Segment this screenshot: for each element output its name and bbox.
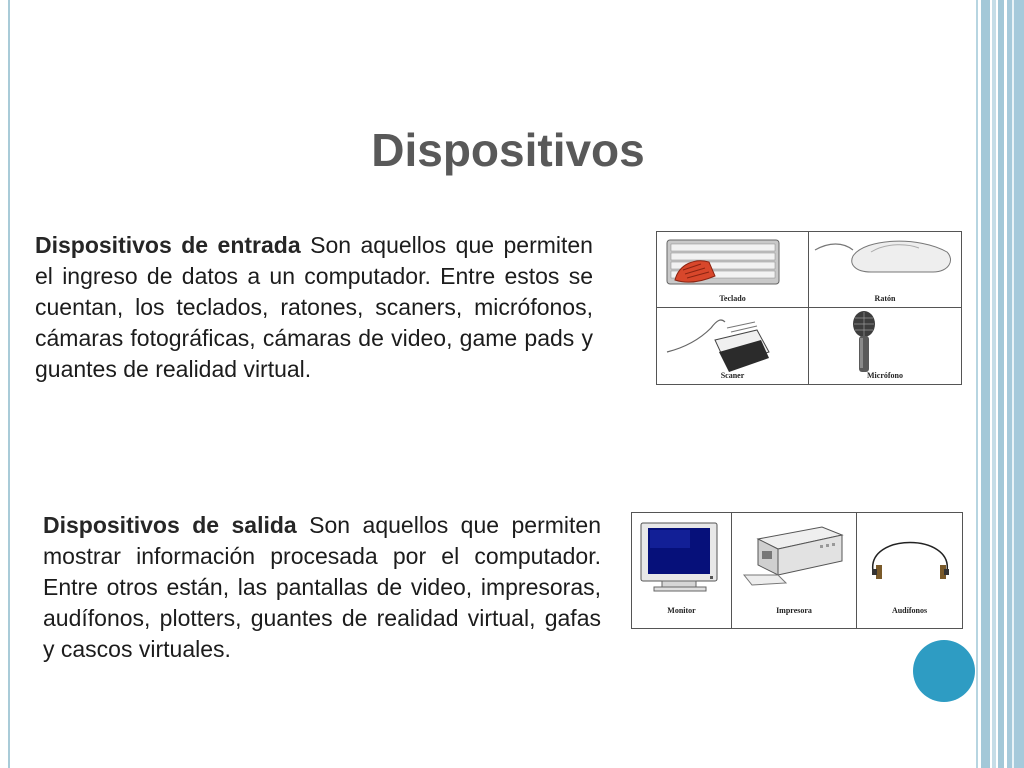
caption-microfono: Micrófono — [867, 371, 903, 380]
caption-scaner: Scaner — [720, 371, 745, 380]
input-devices-paragraph — [35, 230, 593, 385]
printer-icon — [732, 513, 857, 603]
caption-teclado: Teclado — [719, 294, 746, 303]
figure-cell-monitor — [632, 513, 732, 628]
right-stripe — [1012, 0, 1014, 768]
input-devices-figure — [656, 231, 962, 385]
caption-raton: Ratón — [874, 294, 896, 303]
figure-cell-microphone — [809, 308, 961, 384]
monitor-icon — [632, 513, 732, 603]
right-stripe — [976, 0, 978, 768]
figure-cell-keyboard — [657, 232, 809, 308]
right-stripe — [1007, 0, 1024, 768]
figure-cell-headphones — [857, 513, 962, 628]
figure-cell-scanner — [657, 308, 809, 384]
output-devices-figure — [631, 512, 963, 629]
figure-cell-mouse — [809, 232, 961, 308]
input-devices-heading: Dispositivos de entrada — [35, 232, 301, 258]
output-devices-paragraph — [43, 510, 601, 665]
input-devices-text: Son aquellos que permiten el ingreso de datos a un computador. Entre estos se cuentan, los teclados, ratones, scaners, micrófonos, cámaras fotográficas, cámaras de video, game pads y guantes de realidad virtual. — [35, 232, 593, 382]
caption-impresora: Impresora — [776, 606, 812, 615]
slide-title: Dispositivos — [371, 124, 645, 176]
left-border-line — [8, 0, 10, 768]
right-stripe — [998, 0, 1004, 768]
figure-cell-printer — [732, 513, 857, 628]
headphones-icon — [857, 513, 962, 603]
right-stripe — [981, 0, 990, 768]
output-devices-heading: Dispositivos de salida — [43, 512, 297, 538]
caption-monitor: Monitor — [667, 606, 696, 615]
caption-audifonos: Audífonos — [891, 606, 928, 615]
right-stripe — [992, 0, 996, 768]
accent-circle — [913, 640, 975, 702]
output-devices-text: Son aquellos que permiten mostrar información procesada por el computador. Entre otros están, las pantallas de video, impresoras, audífonos, plotters, guantes de realidad virtual, gafas y cascos virtuales. — [43, 512, 601, 662]
